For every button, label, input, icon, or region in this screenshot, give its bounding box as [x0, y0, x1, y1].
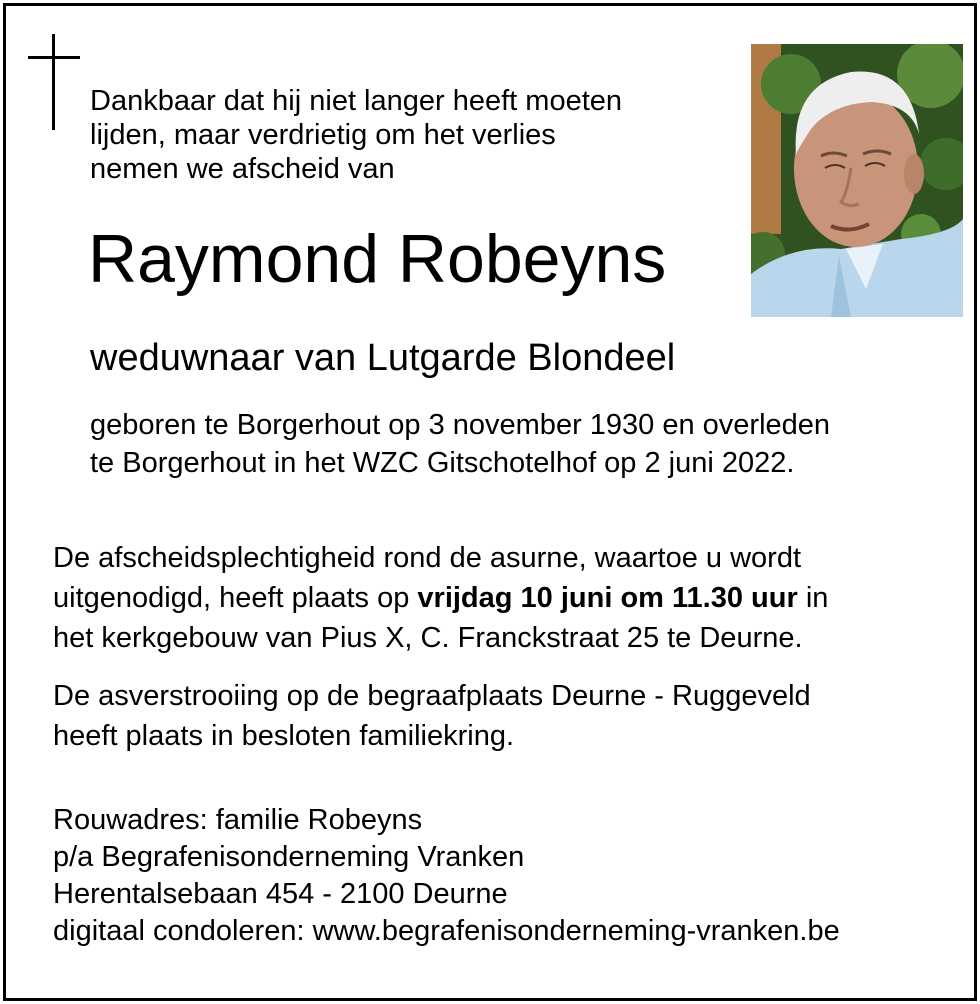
deceased-name: Raymond Robeyns — [88, 221, 667, 297]
address-line: p/a Begrafenisonderneming Vranken — [53, 841, 525, 873]
condolence-line: digitaal condoleren: www.begrafenisonderneming-vranken.be — [53, 915, 840, 947]
ceremony-line: het kerkgebouw van Pius X, C. Franckstraat 25 te Deurne. — [53, 622, 803, 654]
intro-text — [90, 84, 730, 186]
relation-text: weduwnaar van Lutgarde Blondeel — [90, 337, 676, 379]
scattering-line: De asverstrooiing op de begraafplaats Deurne - Ruggeveld — [53, 680, 811, 712]
ceremony-date-time: vrijdag 10 juni om 11.30 uur — [417, 582, 798, 614]
intro-line: Dankbaar dat hij niet langer heeft moeten — [90, 85, 623, 117]
obituary-card — [3, 3, 977, 1001]
cross-icon — [28, 34, 80, 130]
ceremony-line: De afscheidsplechtigheid rond de asurne, waartoe u wordt — [53, 542, 802, 574]
scattering-line: heeft plaats in besloten familiekring. — [53, 720, 515, 752]
ceremony-line — [53, 578, 828, 618]
ceremony-text-after: in — [797, 582, 829, 614]
intro-line: lijden, maar verdrietig om het verlies — [90, 119, 556, 151]
birth-death-line: geboren te Borgerhout op 3 november 1930 en overleden — [90, 409, 831, 441]
ceremony-text-before: uitgenodigd, heeft plaats op — [53, 582, 418, 614]
intro-line: nemen we afscheid van — [90, 153, 395, 185]
ceremony-text — [53, 538, 828, 658]
address-line: Rouwadres: familie Robeyns — [53, 804, 423, 836]
birth-death-line: te Borgerhout in het WZC Gitschotelhof op 2 juni 2022. — [90, 447, 795, 479]
portrait-photo — [751, 44, 963, 317]
mourning-address — [53, 802, 840, 950]
address-line: Herentalsebaan 454 - 2100 Deurne — [53, 878, 508, 910]
birth-death-text — [90, 406, 830, 482]
scattering-text — [53, 676, 811, 756]
